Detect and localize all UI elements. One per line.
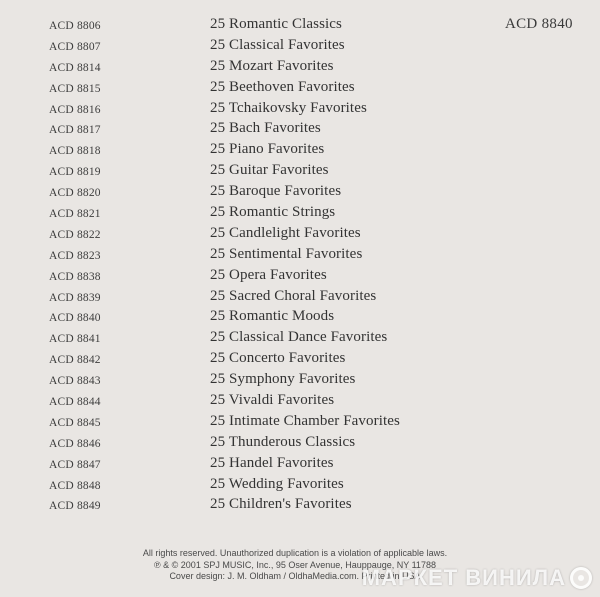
- list-item: [0, 371, 480, 392]
- list-item: [0, 476, 480, 497]
- album-title: 25 Handel Favorites: [210, 454, 334, 471]
- catalog-code: ACD 8814: [49, 61, 101, 74]
- catalog-code: ACD 8846: [49, 437, 101, 450]
- catalog-code: ACD 8848: [49, 479, 101, 492]
- list-item: [0, 455, 480, 476]
- list-item: [0, 58, 480, 79]
- album-title: 25 Romantic Strings: [210, 204, 336, 221]
- footer-cover-design: Cover design: J. M. Oldham / OldhaMedia.com. Printed in USA: [169, 571, 421, 581]
- album-title: 25 Symphony Favorites: [210, 371, 356, 388]
- album-title: 25 Wedding Favorites: [210, 475, 344, 492]
- title-list: [0, 16, 480, 517]
- watermark: [362, 565, 592, 591]
- list-item: [0, 79, 480, 100]
- footer-copyright: ℗ & © 2001 SPJ MUSIC, Inc., 95 Oser Avenue, Hauppauge, NY 11788: [154, 559, 436, 570]
- album-title: 25 Sentimental Favorites: [210, 245, 363, 262]
- catalog-code: ACD 8845: [49, 416, 101, 429]
- catalog-code: ACD 8806: [49, 20, 101, 32]
- list-item: [0, 246, 480, 267]
- catalog-number: ACD 8840: [505, 16, 573, 32]
- list-item: [0, 100, 480, 121]
- list-item: [0, 267, 480, 288]
- album-title: 25 Guitar Favorites: [210, 162, 329, 179]
- catalog-code: ACD 8815: [49, 82, 101, 95]
- album-title: 25 Baroque Favorites: [210, 183, 342, 200]
- list-item: [0, 288, 480, 309]
- album-title: 25 Beethoven Favorites: [210, 78, 355, 95]
- catalog-code: ACD 8816: [49, 103, 101, 116]
- catalog-code: ACD 8820: [49, 187, 101, 200]
- catalog-code: ACD 8849: [49, 500, 101, 513]
- vinyl-disc-icon: [570, 567, 592, 589]
- list-item: [0, 141, 480, 162]
- catalog-code: ACD 8844: [49, 396, 101, 409]
- list-item: [0, 350, 480, 371]
- list-item: [0, 329, 480, 350]
- album-title: 25 Thunderous Classics: [210, 433, 356, 450]
- catalog-code: ACD 8807: [49, 40, 101, 53]
- watermark-label: МАРКЕТ ВИНИЛА: [361, 565, 566, 590]
- list-item: [0, 162, 480, 183]
- catalog-code: ACD 8840: [49, 312, 101, 325]
- catalog-code: ACD 8817: [49, 124, 101, 137]
- album-title: 25 Intimate Chamber Favorites: [210, 412, 400, 429]
- list-item: [0, 225, 480, 246]
- catalog-code: ACD 8821: [49, 208, 101, 221]
- list-item: [0, 434, 480, 455]
- album-title: 25 Sacred Choral Favorites: [210, 287, 377, 304]
- album-title: 25 Romantic Classics: [210, 16, 342, 32]
- album-title: 25 Classical Favorites: [210, 36, 345, 53]
- catalog-code: ACD 8819: [49, 166, 101, 179]
- list-item: [0, 183, 480, 204]
- album-title: 25 Mozart Favorites: [210, 57, 334, 74]
- footer-rights: All rights reserved. Unauthorized duplication is a violation of applicable laws.: [142, 548, 448, 558]
- album-title: 25 Opera Favorites: [210, 266, 327, 283]
- catalog-code: ACD 8838: [49, 270, 101, 283]
- list-item: [0, 413, 480, 434]
- album-title: 25 Tchaikovsky Favorites: [210, 99, 367, 116]
- album-title: 25 Children's Favorites: [210, 496, 352, 513]
- list-item: [0, 37, 480, 58]
- catalog-code: ACD 8841: [49, 333, 101, 346]
- album-title: 25 Concerto Favorites: [210, 350, 346, 367]
- catalog-code: ACD 8847: [49, 458, 101, 471]
- album-title: 25 Piano Favorites: [210, 141, 325, 158]
- list-item: [0, 496, 480, 517]
- album-title: 25 Bach Favorites: [210, 120, 321, 137]
- list-item: [0, 308, 480, 329]
- catalog-code: ACD 8822: [49, 228, 101, 241]
- album-title: 25 Classical Dance Favorites: [210, 329, 388, 346]
- list-item: [0, 204, 480, 225]
- catalog-code: ACD 8823: [49, 249, 101, 262]
- catalog-code: ACD 8839: [49, 291, 101, 304]
- list-item: [0, 120, 480, 141]
- catalog-code: ACD 8818: [49, 145, 101, 158]
- catalog-code: ACD 8842: [49, 354, 101, 367]
- album-title: 25 Vivaldi Favorites: [210, 392, 335, 409]
- catalog-code: ACD 8843: [49, 375, 101, 388]
- album-title: 25 Candlelight Favorites: [210, 224, 361, 241]
- album-title: 25 Romantic Moods: [210, 308, 335, 325]
- list-item: [0, 392, 480, 413]
- list-item: [0, 16, 480, 37]
